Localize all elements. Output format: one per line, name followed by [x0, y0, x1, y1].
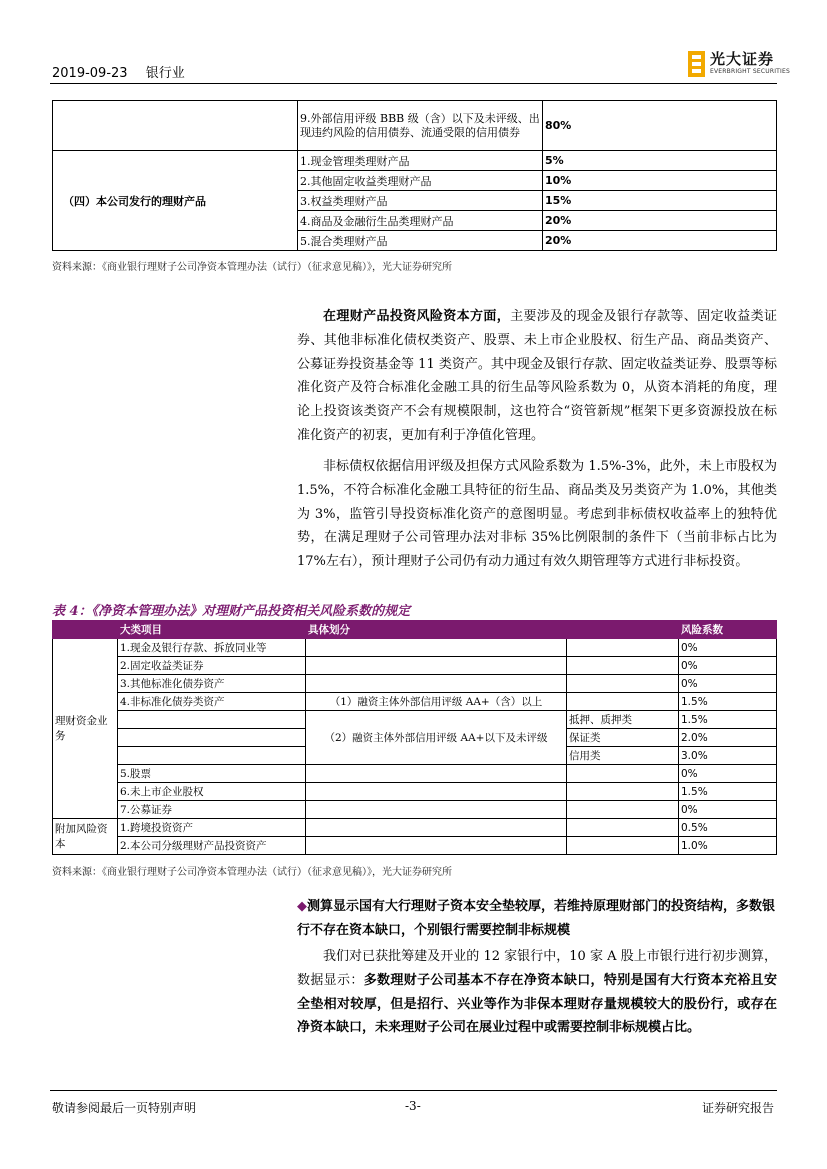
table-cell: 3.权益类理财产品: [298, 191, 543, 211]
logo-name: 光大证券: [710, 50, 775, 68]
table-cell: 1.跨境投资资产: [118, 819, 306, 837]
table-row: [53, 693, 777, 711]
table-cell: 2.0%: [679, 729, 777, 747]
table-cell: 20%: [543, 231, 777, 251]
table-row: [53, 151, 777, 171]
body-paragraph-2: [297, 455, 777, 574]
section-heading-text: 测算显示国有大行理财子资本安全垫较厚，若维持原理财部门的投资结构，多数银行不存在资本缺口，个别银行需要控制非标规模: [297, 899, 776, 938]
table-cell: 1.5%: [679, 711, 777, 729]
table-cell: 抵押、质押类: [567, 711, 679, 729]
category-label: 附加风险资本: [53, 819, 118, 855]
table-cell: 1.5%: [679, 693, 777, 711]
table-cell: 3.0%: [679, 747, 777, 765]
report-date: 2019-09-23: [52, 66, 128, 81]
table1-source: 资料来源：《商业银行理财子公司净资本管理办法（试行）（征求意见稿）》，光大证券研究所: [52, 262, 452, 273]
table-cell: 3.其他标准化债券资产: [118, 675, 306, 693]
page-number: -3-: [405, 1099, 421, 1113]
table-row: [53, 101, 777, 151]
table-row: [53, 837, 777, 855]
paragraph-text: 非标债权依据信用评级及担保方式风险系数为 1.5%-3%，此外，未上市股权为 1.5%，不符合标准化金融工具特征的衍生品、商品类及另类资产为 1.0%，其他类为 3%，监管引导投资标准化资产的意图明显。考虑到非标债权收益率上的独特优势，在满足理财子公司管理办法对非标 35%比例限制的条件下（当前非标占比为 17%左右），预计理财子公司仍有动力通过有效久期管理等方式进行非标投资。: [297, 459, 777, 570]
table-cell: 20%: [543, 211, 777, 231]
table-cell: 7.公募证券: [118, 801, 306, 819]
header-category: 大类项目: [118, 621, 306, 639]
logo-mark-icon: [688, 51, 705, 77]
table-row: [53, 639, 777, 657]
table-cell: 5.混合类理财产品: [298, 231, 543, 251]
table-cell: 6.未上市企业股权: [118, 783, 306, 801]
footer-disclaimer: 敬请参阅最后一页特别声明: [52, 1101, 197, 1115]
table-cell: 9.外部信用评级 BBB 级（含）以下及未评级、出现违约风险的信用债券、流通受限的信用债券: [298, 101, 543, 151]
paragraph-bold-text: 多数理财子公司基本不存在净资本缺口，特别是国有大行资本充裕且安全垫相对较厚，但是招行、兴业等作为非保本理财存量规模较大的股份行，或存在净资本缺口，未来理财子公司在展业过程中或需要控制非标规模占比。: [297, 972, 777, 1036]
table-cell: 10%: [543, 171, 777, 191]
table-cell: 信用类: [567, 747, 679, 765]
header-coef: 风险系数: [679, 621, 777, 639]
body-paragraph-3: [297, 945, 777, 1040]
table-cell: （1）融资主体外部信用评级 AA+（含）以上: [306, 693, 567, 711]
table-row: [53, 801, 777, 819]
table4-title: 表 4：《净资本管理办法》对理财产品投资相关风险系数的规定: [52, 604, 411, 619]
table-cell: 1.5%: [679, 783, 777, 801]
table-cell: 5.股票: [118, 765, 306, 783]
table-row: [53, 783, 777, 801]
group-label: （四）本公司发行的理财产品: [53, 151, 298, 251]
table-cell: 2.其他固定收益类理财产品: [298, 171, 543, 191]
table-cell: 5%: [543, 151, 777, 171]
table-cell: 保证类: [567, 729, 679, 747]
table-cell: 0%: [679, 765, 777, 783]
company-logo: [688, 48, 798, 80]
coefficient-table-continued: [52, 100, 777, 251]
table-cell: 2.固定收益类证券: [118, 657, 306, 675]
table4-source: 资料来源：《商业银行理财子公司净资本管理办法（试行）（征求意见稿）》，光大证券研究所: [52, 867, 452, 878]
table-cell: （2）融资主体外部信用评级 AA+以下及未评级: [306, 711, 567, 765]
category-label: 理财资金业务: [53, 639, 118, 819]
sector-name: 银行业: [145, 66, 185, 81]
table-cell: 4.商品及金融衍生品类理财产品: [298, 211, 543, 231]
page-header: [52, 62, 199, 81]
table-row: [53, 657, 777, 675]
table-row: [53, 819, 777, 837]
table-cell: 80%: [543, 101, 777, 151]
body-paragraph-1: [297, 305, 777, 448]
table-row: [53, 765, 777, 783]
header-detail: 具体划分: [306, 621, 567, 639]
paragraph-text: 主要涉及的现金及银行存款等、固定收益类证券、其他非标准化债权类资产、股票、未上市企业股权、衍生产品、商品类资产、公募证券投资基金等 11 类资产。其中现金及银行存款、固定收益类证券、股票等标准化资产及符合标准化金融工具的衍生品等风险系数为 0，从资本消耗的角度，理论上投资该类资产不会有规模限制，这也符合“资管新规”框架下更多资源投放在标准化资产的初衷，更加有利于净值化管理。: [297, 309, 777, 443]
table-cell: 2.本公司分级理财产品投资资产: [118, 837, 306, 855]
table-cell: 0%: [679, 639, 777, 657]
footer-divider: [50, 1090, 777, 1091]
table-cell: 0%: [679, 801, 777, 819]
risk-coefficient-table: [52, 620, 777, 855]
logo-subtitle: EVERBRIGHT SECURITIES: [710, 68, 790, 75]
table-cell: 1.现金管理类理财产品: [298, 151, 543, 171]
table-cell: 4.非标准化债券类资产: [118, 693, 306, 711]
header-divider: [50, 83, 777, 84]
table-row: [53, 711, 777, 729]
table-cell: 1.0%: [679, 837, 777, 855]
table-cell: 0%: [679, 657, 777, 675]
table-cell: 15%: [543, 191, 777, 211]
footer-report-type: 证券研究报告: [702, 1101, 775, 1115]
table-cell: 1.现金及银行存款、拆放同业等: [118, 639, 306, 657]
diamond-bullet-icon: ◆: [297, 899, 307, 914]
table-cell: 0%: [679, 675, 777, 693]
paragraph-lead: 我们对已获批筹建及开业的 12 家银行中，10 家 A 股上市银行进行初步测算，数据显示：: [297, 949, 777, 988]
table-header-row: [53, 621, 777, 639]
table-cell: 0.5%: [679, 819, 777, 837]
paragraph-lead: 在理财产品投资风险资本方面，: [323, 309, 511, 324]
table-row: [53, 675, 777, 693]
section-heading: [297, 895, 777, 943]
